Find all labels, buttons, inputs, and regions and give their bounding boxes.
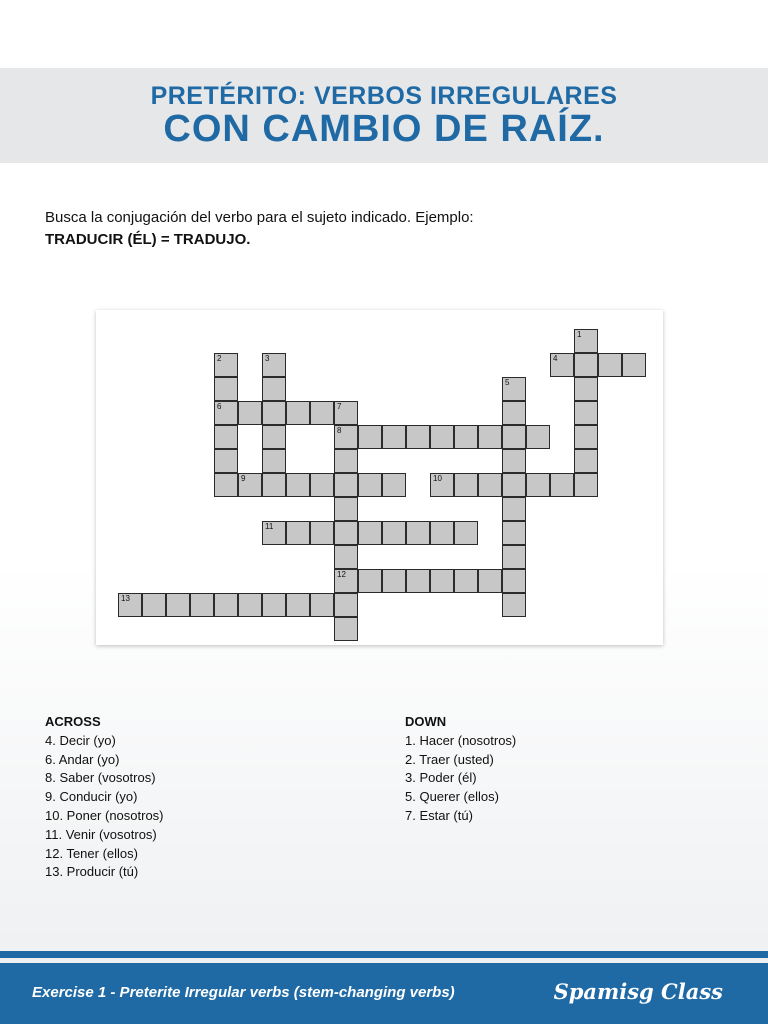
crossword-cell[interactable] xyxy=(214,353,238,377)
crossword-cell[interactable] xyxy=(622,353,646,377)
crossword-cell[interactable] xyxy=(382,473,406,497)
crossword-cell[interactable] xyxy=(286,521,310,545)
clue-number: 12 xyxy=(337,570,346,579)
crossword-cell[interactable] xyxy=(502,497,526,521)
clue-number: 8 xyxy=(337,426,342,435)
crossword-cell[interactable] xyxy=(550,473,574,497)
crossword-cell[interactable] xyxy=(262,401,286,425)
crossword-cell[interactable] xyxy=(406,521,430,545)
crossword-cell[interactable] xyxy=(550,353,574,377)
title-band xyxy=(0,68,768,163)
crossword-cell[interactable] xyxy=(310,521,334,545)
crossword-cell[interactable] xyxy=(166,593,190,617)
crossword-cell[interactable] xyxy=(502,377,526,401)
crossword-cell[interactable] xyxy=(214,593,238,617)
crossword-cell[interactable] xyxy=(574,329,598,353)
crossword-cell[interactable] xyxy=(574,353,598,377)
crossword-cell[interactable] xyxy=(526,425,550,449)
crossword-cell[interactable] xyxy=(334,617,358,641)
crossword-cell[interactable] xyxy=(310,401,334,425)
crossword-cell[interactable] xyxy=(358,473,382,497)
clue-number: 2 xyxy=(217,354,222,363)
crossword-cell[interactable] xyxy=(262,521,286,545)
clue-number: 10 xyxy=(433,474,442,483)
crossword-cell[interactable] xyxy=(334,449,358,473)
crossword-cell[interactable] xyxy=(238,473,262,497)
crossword-cell[interactable] xyxy=(334,545,358,569)
crossword-cell[interactable] xyxy=(502,521,526,545)
footer-text: Exercise 1 - Preterite Irregular verbs (stem-changing verbs) xyxy=(32,984,455,1001)
crossword-cell[interactable] xyxy=(502,473,526,497)
crossword-cell[interactable] xyxy=(478,569,502,593)
clue-number: 6 xyxy=(217,402,222,411)
clue-number: 4 xyxy=(553,354,558,363)
crossword-cell[interactable] xyxy=(574,449,598,473)
instructions xyxy=(45,207,474,251)
across-clue: 10. Poner (nosotros) xyxy=(45,807,164,823)
crossword-cell[interactable] xyxy=(214,401,238,425)
crossword-cell[interactable] xyxy=(334,569,358,593)
crossword-cell[interactable] xyxy=(598,353,622,377)
down-clue: 2. Traer (usted) xyxy=(405,751,494,767)
across-clue: 9. Conducir (yo) xyxy=(45,789,138,805)
crossword-card xyxy=(96,310,663,645)
crossword-cell[interactable] xyxy=(262,449,286,473)
crossword-cell[interactable] xyxy=(454,473,478,497)
crossword-cell[interactable] xyxy=(214,425,238,449)
crossword-cell[interactable] xyxy=(574,473,598,497)
crossword-cell[interactable] xyxy=(478,425,502,449)
across-clue: 11. Venir (vosotros) xyxy=(45,826,157,842)
crossword-cell[interactable] xyxy=(118,593,142,617)
clue-number: 1 xyxy=(577,330,582,339)
crossword-cell[interactable] xyxy=(214,449,238,473)
crossword-cell[interactable] xyxy=(358,425,382,449)
crossword-cell[interactable] xyxy=(334,593,358,617)
down-clue: 5. Querer (ellos) xyxy=(405,789,499,805)
crossword-cell[interactable] xyxy=(526,473,550,497)
clue-number: 5 xyxy=(505,378,510,387)
crossword-cell[interactable] xyxy=(334,473,358,497)
crossword-cell[interactable] xyxy=(310,593,334,617)
across-clue: 8. Saber (vosotros) xyxy=(45,770,156,786)
crossword-cell[interactable] xyxy=(310,473,334,497)
instructions-text: Busca la conjugación del verbo para el sujeto indicado. Ejemplo: xyxy=(45,209,474,226)
crossword-cell[interactable] xyxy=(574,377,598,401)
crossword-cell[interactable] xyxy=(430,473,454,497)
crossword-cell[interactable] xyxy=(286,473,310,497)
crossword-cell[interactable] xyxy=(190,593,214,617)
crossword-cell[interactable] xyxy=(502,449,526,473)
crossword-cell[interactable] xyxy=(430,521,454,545)
crossword-cell[interactable] xyxy=(214,377,238,401)
crossword-cell[interactable] xyxy=(334,497,358,521)
across-heading: ACROSS xyxy=(45,714,101,729)
crossword-cell[interactable] xyxy=(334,521,358,545)
crossword-cell[interactable] xyxy=(502,593,526,617)
down-clues xyxy=(405,713,516,826)
crossword-cell[interactable] xyxy=(574,401,598,425)
crossword-cell[interactable] xyxy=(454,521,478,545)
crossword-cell[interactable] xyxy=(334,401,358,425)
crossword-cell[interactable] xyxy=(214,473,238,497)
clue-number: 11 xyxy=(265,522,274,531)
clue-number: 9 xyxy=(241,474,246,483)
crossword-cell[interactable] xyxy=(478,473,502,497)
crossword-cell[interactable] xyxy=(502,401,526,425)
crossword-cell[interactable] xyxy=(262,425,286,449)
crossword-cell[interactable] xyxy=(574,425,598,449)
clue-number: 7 xyxy=(337,402,342,411)
crossword-cell[interactable] xyxy=(454,425,478,449)
crossword-cell[interactable] xyxy=(238,593,262,617)
across-clue: 13. Producir (tú) xyxy=(45,864,139,880)
title-line-1: PRETÉRITO: VERBOS IRREGULARES xyxy=(150,82,618,110)
down-clue: 7. Estar (tú) xyxy=(405,807,473,823)
crossword-cell[interactable] xyxy=(142,593,166,617)
crossword-cell[interactable] xyxy=(430,569,454,593)
across-clues xyxy=(45,713,164,882)
crossword-cell[interactable] xyxy=(238,401,262,425)
crossword-cell[interactable] xyxy=(502,545,526,569)
crossword-cell[interactable] xyxy=(334,425,358,449)
crossword-cell[interactable] xyxy=(262,353,286,377)
instructions-example: TRADUCIR (ÉL) = TRADUJO. xyxy=(45,231,251,248)
clue-number: 13 xyxy=(121,594,130,603)
crossword-cell[interactable] xyxy=(262,473,286,497)
crossword-cell[interactable] xyxy=(406,569,430,593)
crossword-cell[interactable] xyxy=(406,425,430,449)
crossword-cell[interactable] xyxy=(454,569,478,593)
footer xyxy=(0,963,768,1024)
down-heading: DOWN xyxy=(405,714,447,729)
footer-brand-logo: Spamisg Class xyxy=(553,979,723,1004)
title-line-2: CON CAMBIO DE RAÍZ. xyxy=(163,108,605,150)
down-clue: 1. Hacer (nosotros) xyxy=(405,732,517,748)
crossword-cell[interactable] xyxy=(262,593,286,617)
crossword-cell[interactable] xyxy=(502,425,526,449)
crossword-cell[interactable] xyxy=(382,521,406,545)
crossword-cell[interactable] xyxy=(262,377,286,401)
crossword-cell[interactable] xyxy=(502,569,526,593)
crossword-cell[interactable] xyxy=(358,569,382,593)
crossword-cell[interactable] xyxy=(286,401,310,425)
crossword-cell[interactable] xyxy=(382,569,406,593)
crossword-cell[interactable] xyxy=(382,425,406,449)
across-clue: 4. Decir (yo) xyxy=(45,732,116,748)
footer-stripe xyxy=(0,951,768,958)
crossword-cell[interactable] xyxy=(358,521,382,545)
clue-number: 3 xyxy=(265,354,270,363)
across-clue: 6. Andar (yo) xyxy=(45,751,120,767)
across-clue: 12. Tener (ellos) xyxy=(45,845,138,861)
down-clue: 3. Poder (él) xyxy=(405,770,477,786)
crossword-cell[interactable] xyxy=(430,425,454,449)
crossword-cell[interactable] xyxy=(286,593,310,617)
